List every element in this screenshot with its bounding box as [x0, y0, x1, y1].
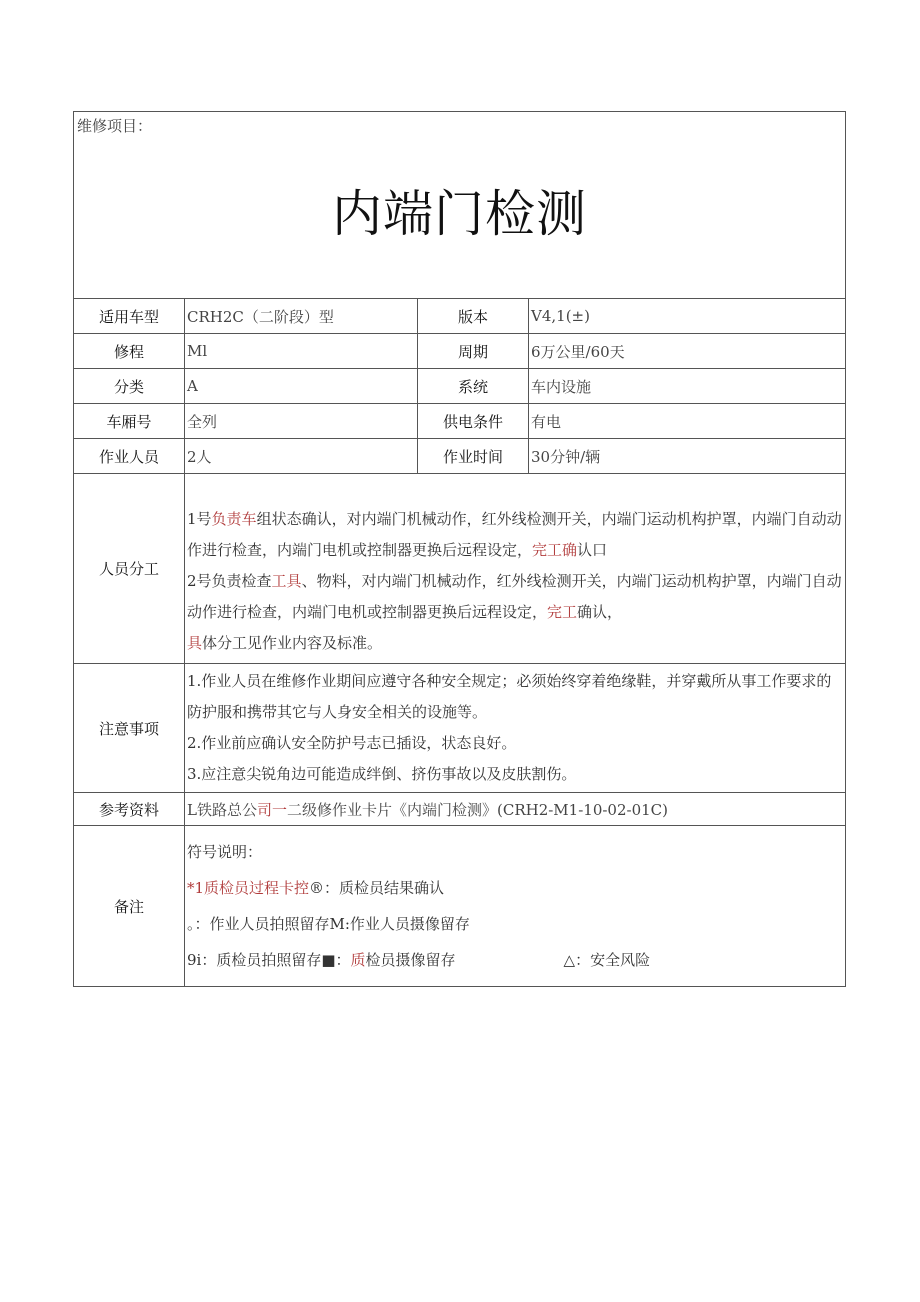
- work-card-table: [73, 111, 846, 987]
- safety-risk-symbol: △：安全风险: [563, 951, 651, 969]
- note-item: 1.作业人员在维修作业期间应遵守各种安全规定；必须始终穿着绝缘鞋，并穿戴所从事工作要求的防护服和携带其它与人身安全相关的设施等。: [187, 672, 832, 721]
- model-value: CRH2C（二阶段）型: [185, 299, 418, 334]
- cycle-value: Ml: [185, 334, 418, 369]
- version-value: V4,1(±): [529, 299, 846, 334]
- reference-content: [185, 793, 846, 826]
- category-label: 分类: [74, 369, 185, 404]
- symbol-line-3: [187, 942, 843, 978]
- division-text: 体分工见作业内容及标准。: [202, 634, 383, 652]
- page-title: 内端门检测: [332, 185, 587, 243]
- work-card: [73, 111, 845, 987]
- power-value: 有电: [529, 404, 846, 439]
- symbol-highlight: 质: [350, 951, 366, 969]
- division-text: 认口: [577, 541, 608, 559]
- power-label: 供电条件: [418, 404, 529, 439]
- notes-content: [185, 664, 846, 793]
- division-text: 2号负责检查: [187, 572, 272, 590]
- time-value: 30分钟/辆: [529, 439, 846, 474]
- division-highlight: 完工确: [532, 541, 578, 559]
- reference-highlight: 司一: [256, 800, 287, 819]
- note-item: 3.应注意尖锐角边可能造成绊倒、挤伤事故以及皮肤割伤。: [187, 765, 577, 783]
- division-text: 组状态确认，对内端门机械动作，红外线检测开关，内端门运动机构护罩，内端门自动动作进行检查，内端门电机或控制器更换后远程设定，: [187, 510, 842, 559]
- car-label: 车厢号: [74, 404, 185, 439]
- staff-label: 作业人员: [74, 439, 185, 474]
- model-label: 适用车型: [74, 299, 185, 334]
- division-text: 确认，: [577, 603, 623, 621]
- notes-label: 注意事项: [74, 664, 185, 793]
- cycle-label: 修程: [74, 334, 185, 369]
- division-content: [185, 474, 846, 664]
- symbol-title: 符号说明：: [187, 843, 263, 861]
- division-highlight: 具: [187, 634, 203, 652]
- division-text: 1号: [187, 510, 212, 528]
- division-highlight: 工具: [271, 572, 302, 590]
- symbol-text: 检员摄像留存: [365, 951, 456, 969]
- symbol-highlight: *1质检员过程卡控: [187, 879, 310, 897]
- version-label: 版本: [418, 299, 529, 334]
- remarks-content: [185, 826, 846, 987]
- division-highlight: 负责车: [211, 510, 257, 528]
- reference-label: 参考资料: [74, 793, 185, 826]
- division-text: 、物料，对内端门机械动作，红外线检测开关，内端门运动机构护罩，内端门自动动作进行检查，内端门电机或控制器更换后远程设定，: [187, 572, 842, 621]
- title-cell: [74, 112, 846, 299]
- period-label: 周期: [418, 334, 529, 369]
- note-item: 2.作业前应确认安全防护号志已插设，状态良好。: [187, 734, 517, 752]
- division-label: 人员分工: [74, 474, 185, 664]
- symbol-line-1: [187, 870, 843, 906]
- reference-text: 二级修作业卡片《内端门检测》(CRH2-M1-10-02-01C): [286, 800, 668, 819]
- system-value: 车内设施: [529, 369, 846, 404]
- reference-text: L铁路总公: [187, 800, 257, 819]
- remarks-label: 备注: [74, 826, 185, 987]
- division-highlight: 完工: [547, 603, 578, 621]
- symbol-text: 9i：质检员拍照留存■：: [187, 951, 351, 969]
- project-label: 维修项目：: [77, 117, 153, 135]
- car-value: 全列: [185, 404, 418, 439]
- symbol-text: ®：质检员结果确认: [309, 879, 445, 897]
- system-label: 系统: [418, 369, 529, 404]
- period-value: 6万公里/60天: [529, 334, 846, 369]
- symbol-line-2: 。：作业人员拍照留存M:作业人员摄像留存: [187, 915, 470, 933]
- category-value: A: [185, 369, 418, 404]
- time-label: 作业时间: [418, 439, 529, 474]
- staff-value: 2人: [185, 439, 418, 474]
